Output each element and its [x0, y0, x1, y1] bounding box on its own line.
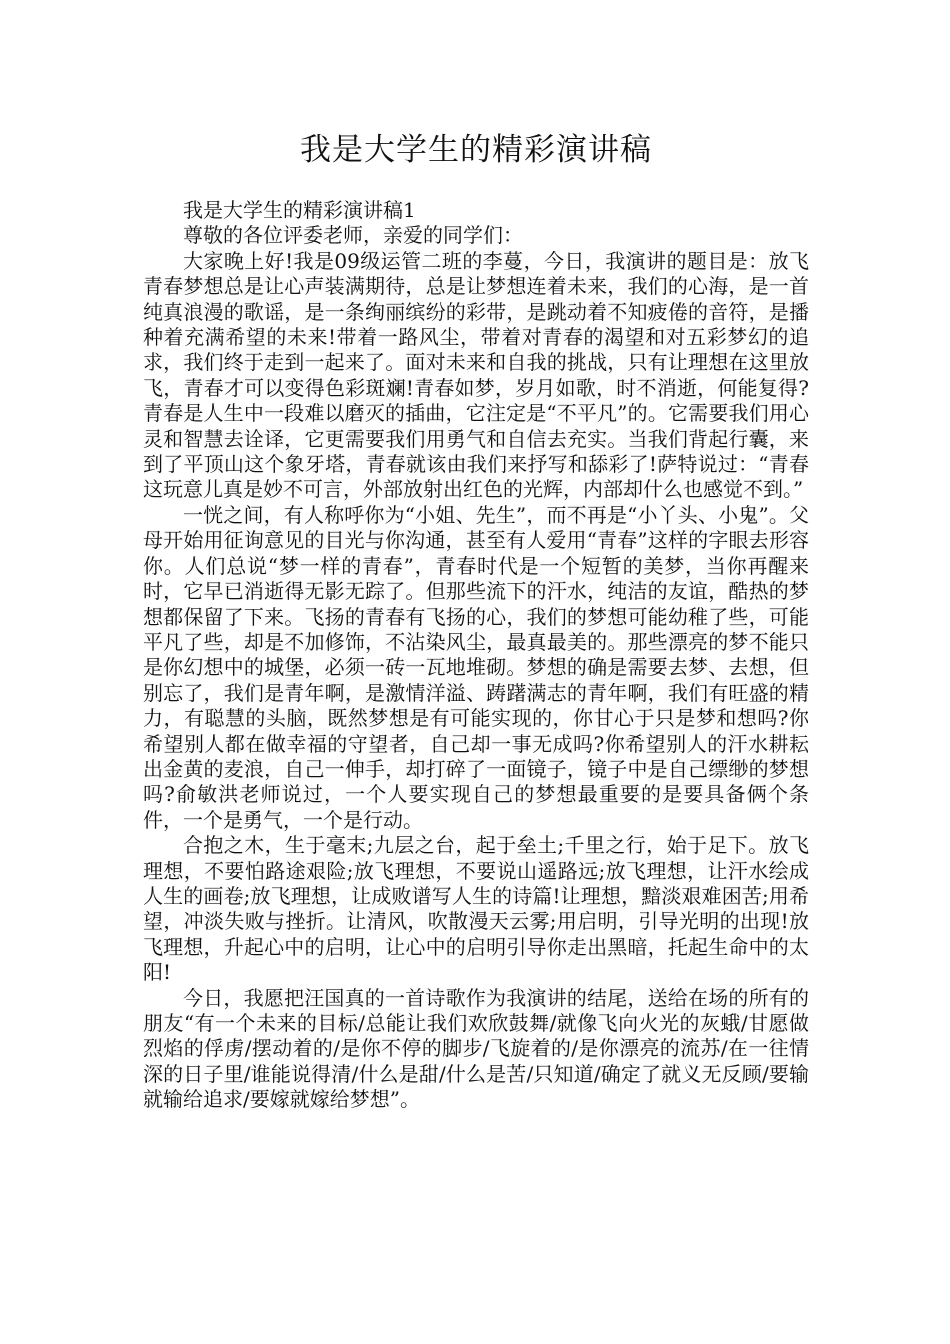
paragraph-3: 合抱之木，生于毫末;九层之台，起于垒土;千里之行，始于足下。放飞理想，不要怕路途艰险;放飞理想，不要说山遥路远;放飞理想，让汗水绘成人生的画卷;放飞理想，让成败谱写人生的诗篇!让理想，黯淡艰难困苦;用希望，冲淡失败与挫折。让清风，吹散漫天云雾;用启明，引导光明的出现!放飞理想，升起心中的启明，让心中的启明引导你走出黑暗，托起生命中的太阳!: [143, 833, 809, 985]
paragraph-heading: 我是大学生的精彩演讲稿1: [183, 198, 416, 222]
paragraph-1: 大家晚上好!我是09级运管二班的李蔓，今日，我演讲的题目是：放飞青春梦想总是让心声装满期待，总是让梦想连着未来，我们的心海，是一首纯真浪漫的歌谣，是一条绚丽缤纷的彩带，是跳动着不知疲倦的音符，是播种着充满希望的未来!带着一路风尘，带着对青春的渴望和对五彩梦幻的追求，我们终于走到一起来了。面对未来和自我的挑战，只有让理想在这里放飞，青春才可以变得色彩斑斓!青春如梦，岁月如歌，时不消逝，何能复得?青春是人生中一段难以磨灭的插曲，它注定是“不平凡”的。它需要我们用心灵和智慧去诠译，它更需要我们用勇气和自信去充实。当我们背起行囊，来到了平顶山这个象牙塔，青春就该由我们来抒写和舔彩了!萨特说过：“青春这玩意儿真是妙不可言，外部放射出红色的光辉，内部却什么也感觉不到。”: [143, 248, 809, 502]
paragraph-2: 一恍之间，有人称呼你为“小姐、先生”，而不再是“小丫头、小鬼”。父母开始用征询意见的目光与你沟通，甚至有人爱用“青春”这样的字眼去形容你。人们总说“梦一样的青春”，青春时代是一个短暂的美梦，当你再醒来时，它早已消逝得无影无踪了。但那些流下的汗水，纯洁的友谊，酷热的梦想都保留了下来。飞扬的青春有飞扬的心，我们的梦想可能幼稚了些，可能平凡了些，却是不加修饰，不沾染风尘，最真最美的。那些漂亮的梦不能只是你幻想中的城堡，必须一砖一瓦地堆砌。梦想的确是需要去梦、去想，但别忘了，我们是青年啊，是激情洋溢、踌躇满志的青年啊，我们有旺盛的精力，有聪慧的头脑，既然梦想是有可能实现的，你甘心于只是梦和想吗?你希望别人都在做幸福的守望者，自己却一事无成吗?你希望别人的汗水耕耘出金黄的麦浪，自己一伸手，却打碎了一面镜子，镜子中是自己缥缈的梦想吗?俞敏洪老师说过，一个人要实现自己的梦想最重要的是要具备俩个条件，一个是勇气，一个是行动。: [143, 502, 809, 832]
document-title: 我是大学生的精彩演讲稿: [300, 132, 652, 168]
document-body: [143, 120, 809, 1113]
paragraph-salutation: 尊敬的各位评委老师，亲爱的同学们：: [183, 223, 523, 248]
paragraph-4: 今日，我愿把汪国真的一首诗歌作为我演讲的结尾，送给在场的所有的朋友“有一个未来的目标/总能让我们欢欣鼓舞/就像飞向火光的灰蛾/甘愿做烈焰的俘虏/摆动着的/是你不停的脚步/飞旋着的/是你漂亮的流苏/在一往情深的日子里/谁能说得清/什么是甜/什么是苦/只知道/确定了就义无反顾/要输就输给追求/要嫁就嫁给梦想”。: [143, 985, 809, 1112]
